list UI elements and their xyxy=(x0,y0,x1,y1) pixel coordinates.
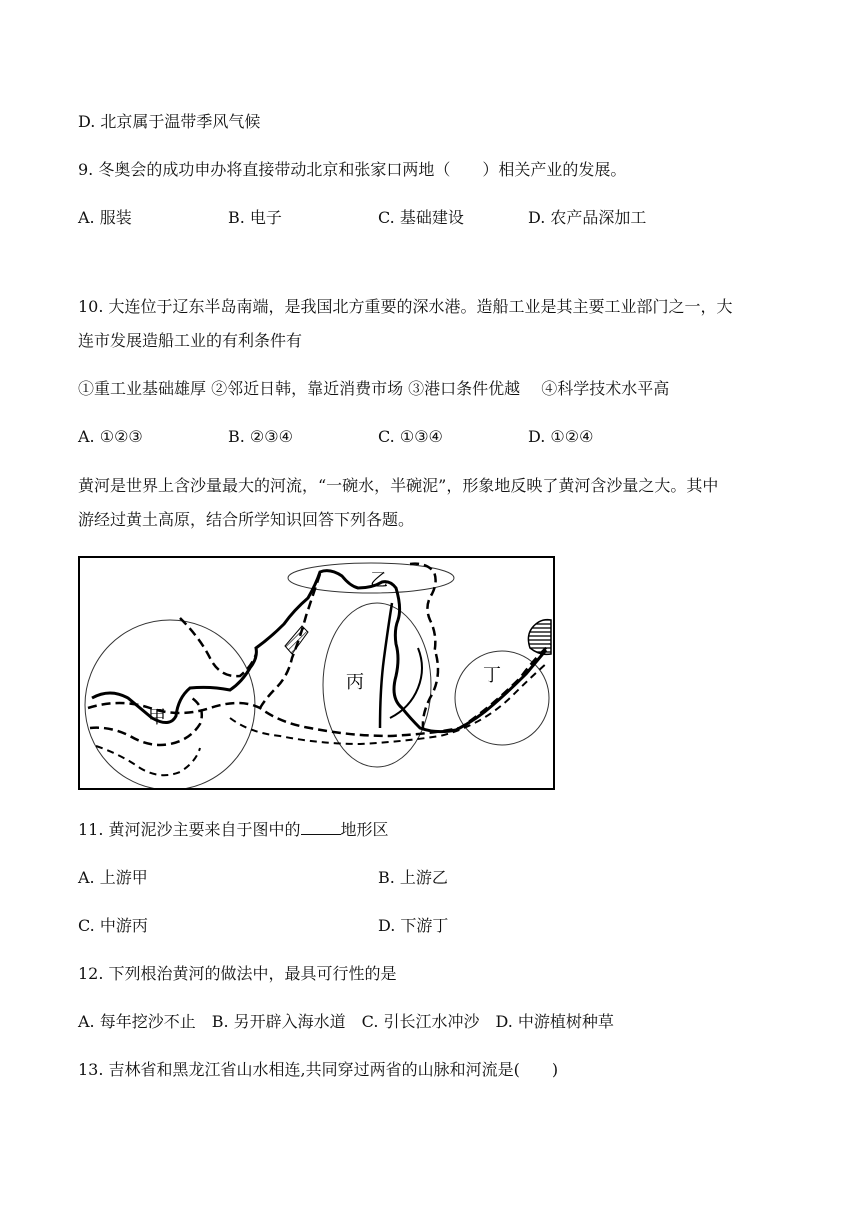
q11-stem-before: 11. 黄河泥沙主要来自于图中的 xyxy=(78,820,301,839)
q11-option-c: C. 中游丙 xyxy=(78,916,148,935)
lake-hatch xyxy=(285,626,308,654)
q10-stem-line2: 连市发展造船工业的有利条件有 xyxy=(78,331,303,350)
q12-stem: 12. 下列根治黄河的做法中，最具可行性的是 xyxy=(78,964,397,983)
q10-option-a: A. ①②③ xyxy=(78,427,143,446)
bohai-sea-hatch xyxy=(528,620,551,655)
q11-option-a: A. 上游甲 xyxy=(78,868,148,887)
q11-stem-after: 地形区 xyxy=(340,820,389,839)
intro-line1: 黄河是世界上含沙量最大的河流，“一碗水，半碗泥”，形象地反映了黄河含沙量之大。其中 xyxy=(78,476,719,495)
q10-option-c: C. ①③④ xyxy=(378,427,443,446)
q10-option-d: D. ①②④ xyxy=(528,427,594,446)
region-bing-ellipse xyxy=(323,603,431,767)
q9-option-c: C. 基础建设 xyxy=(378,208,464,227)
q10-option-b: B. ②③④ xyxy=(228,427,293,446)
q10-stem-line1: 10. 大连位于辽东半岛南端，是我国北方重要的深水港。造船工业是其主要工业部门之一，大 xyxy=(78,297,733,316)
q11-stem xyxy=(78,820,389,840)
q9-option-a: A. 服装 xyxy=(78,208,132,227)
q10-conditions: ①重工业基础雄厚 ②邻近日韩，靠近消费市场 ③港口条件优越 ④科学技术水平高 xyxy=(78,379,670,398)
boundary-dashed-3 xyxy=(180,618,256,676)
boundary-dashed-8 xyxy=(96,746,200,775)
q9-option-b: B. 电子 xyxy=(228,208,282,227)
q11-option-b: B. 上游乙 xyxy=(378,868,448,887)
yellow-river-map-drawing xyxy=(80,558,553,788)
q13-stem: 13. 吉林省和黑龙江省山水相连,共同穿过两省的山脉和河流是( ) xyxy=(78,1060,559,1079)
yellow-river-map xyxy=(78,556,555,790)
label-jia: 甲 xyxy=(148,707,166,728)
label-yi: 乙 xyxy=(370,570,388,591)
label-bing: 丙 xyxy=(346,672,364,693)
label-ding: 丁 xyxy=(483,665,501,686)
q12-options: A. 每年挖沙不止 B. 另开辟入海水道 C. 引长江水冲沙 D. 中游植树种草 xyxy=(78,1012,614,1031)
q9-option-d: D. 农产品深加工 xyxy=(528,208,647,227)
q8-option-d: D. 北京属于温带季风气候 xyxy=(78,112,261,131)
q11-blank xyxy=(301,820,341,835)
tributary-bing xyxy=(380,603,392,728)
q9-stem: 9. 冬奥会的成功申办将直接带动北京和张家口两地（ ）相关产业的发展。 xyxy=(78,160,627,179)
q11-option-d: D. 下游丁 xyxy=(378,916,449,935)
intro-line2: 游经过黄土高原，结合所学知识回答下列各题。 xyxy=(78,510,415,529)
